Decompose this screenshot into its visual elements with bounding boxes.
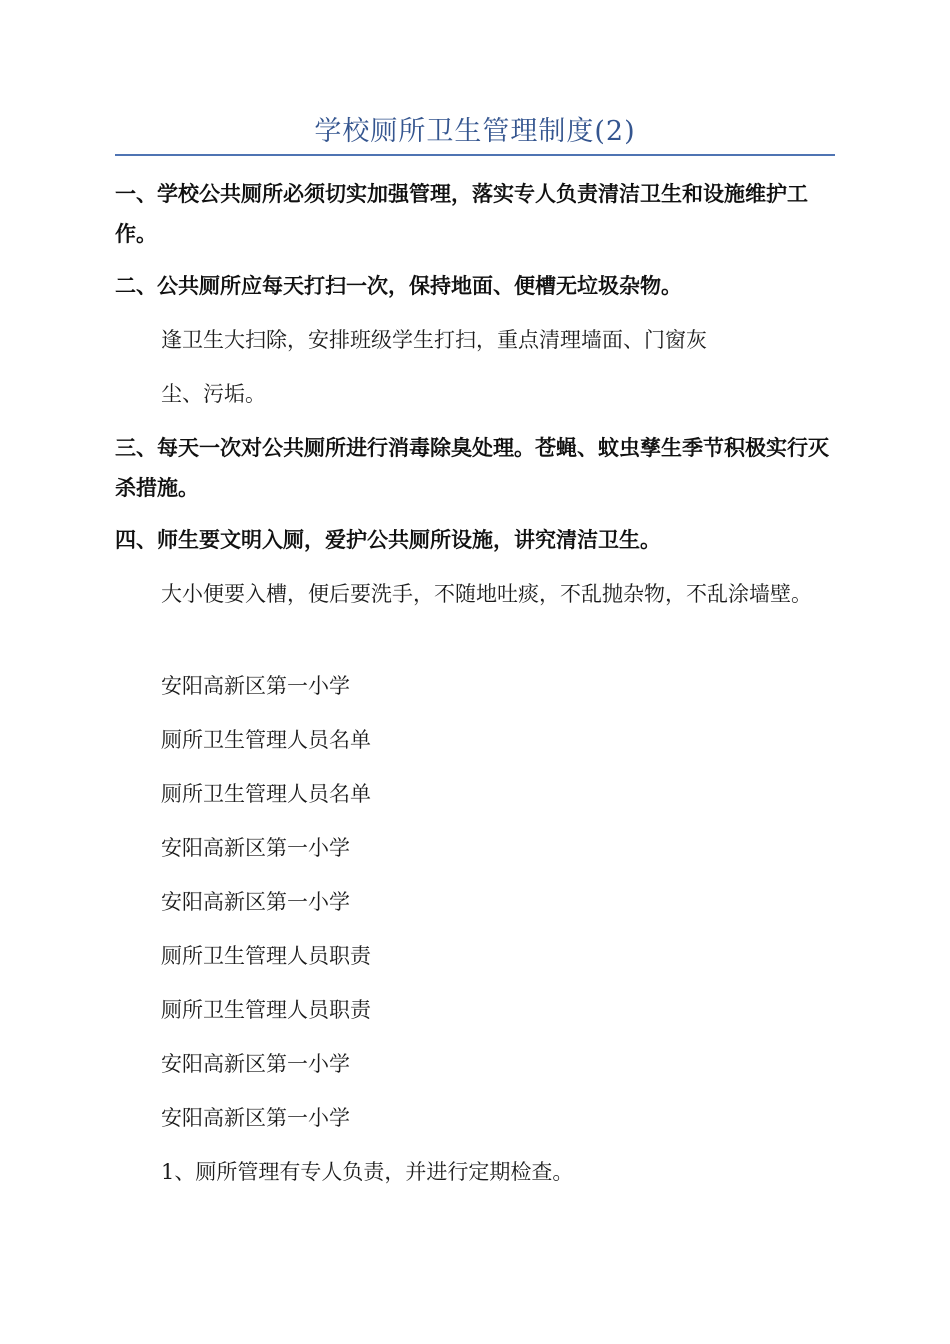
paragraph-staff-duties-heading: 厕所卫生管理人员职责 (161, 998, 371, 1022)
paragraph-school-name: 安阳高新区第一小学 (161, 1052, 350, 1076)
paragraph-civility-note: 大小便要入槽，便后要洗手，不随地吐痰，不乱抛杂物，不乱涂墙壁。 (161, 582, 812, 606)
paragraph-school-name: 安阳高新区第一小学 (161, 1106, 350, 1130)
paragraph-cleaning-note: 逢卫生大扫除，安排班级学生打扫，重点清理墙面、门窗灰 (161, 328, 707, 352)
paragraph-rule-4: 四、师生要文明入厕，爱护公共厕所设施，讲究清洁卫生。 (115, 527, 661, 552)
paragraph-staff-duties-heading: 厕所卫生管理人员职责 (161, 944, 371, 968)
paragraph-school-name: 安阳高新区第一小学 (161, 890, 350, 914)
paragraph-staff-list-heading: 厕所卫生管理人员名单 (161, 782, 371, 806)
paragraph-rule-3: 三、每天一次对公共厕所进行消毒除臭处理。苍蝇、蚊虫孳生季节积极实行灭杀措施。 (115, 435, 829, 500)
paragraph-school-name: 安阳高新区第一小学 (161, 674, 350, 698)
title-underline (115, 154, 835, 156)
document-title: 学校厕所卫生管理制度(2) (314, 116, 636, 147)
paragraph-school-name: 安阳高新区第一小学 (161, 836, 350, 860)
paragraph-staff-list-heading: 厕所卫生管理人员名单 (161, 728, 371, 752)
paragraph-rule-2: 二、公共厕所应每天打扫一次，保持地面、便槽无垃圾杂物。 (115, 273, 682, 298)
paragraph-cleaning-note-cont: 尘、污垢。 (161, 382, 266, 406)
paragraph-rule-1: 一、学校公共厕所必须切实加强管理，落实专人负责清洁卫生和设施维护工作。 (115, 181, 808, 246)
paragraph-duty-item-1: 1、厕所管理有专人负责，并进行定期检查。 (161, 1160, 574, 1184)
